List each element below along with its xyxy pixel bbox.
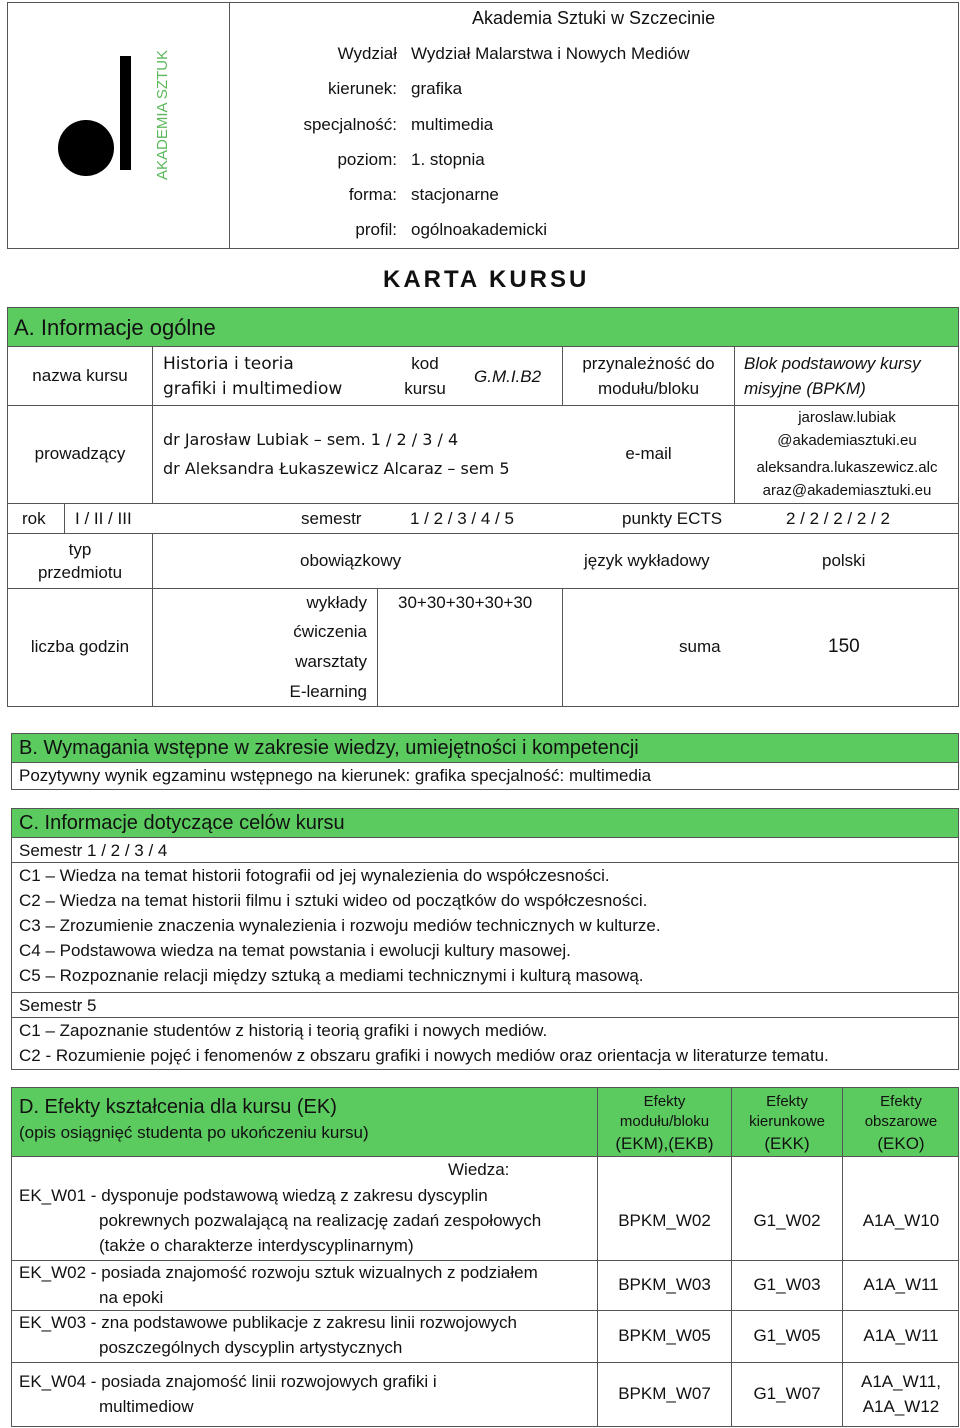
header-label-specjalnosc: specjalność:	[303, 115, 397, 134]
divider	[562, 588, 563, 707]
ek-w01-eko: A1A_W10	[862, 1211, 940, 1230]
ek-w03-ekk: G1_W05	[753, 1326, 821, 1345]
nazwa-line1: Historia i teoria	[163, 354, 294, 374]
c-group1-title: Semestr 1 / 2 / 3 / 4	[19, 841, 168, 860]
header-value-profil: ogólnoakademicki	[411, 220, 548, 239]
ek-w04-line1: EK_W04 - posiada znajomość linii rozwojowych grafiki i	[19, 1372, 437, 1391]
ek-w03-line2: poszczególnych dyscyplin artystycznych	[99, 1338, 403, 1357]
kod-label2: kursu	[404, 379, 446, 398]
divider	[11, 1260, 959, 1261]
prowadzacy-line2: dr Aleksandra Łukaszewicz Alcaraz – sem 5	[163, 459, 510, 478]
c-group1-item5: C5 – Rozpoznanie relacji między sztuką a mediami technicznymi i kulturą masową.	[19, 966, 644, 985]
wiedza-label: Wiedza:	[448, 1160, 510, 1179]
prowadzacy-line1: dr Jarosław Lubiak – sem. 1 / 2 / 3 / 4	[163, 430, 459, 449]
col-ekm-line3: (EKM),(EKB)	[615, 1134, 714, 1153]
section-d-title: D. Efekty kształcenia dla kursu (EK)	[19, 1096, 337, 1118]
ects-value: 2 / 2 / 2 / 2 / 2	[786, 509, 890, 528]
col-ekk-line2: kierunkowe	[749, 1113, 825, 1130]
header-label-kierunek: kierunek:	[328, 79, 397, 98]
divider	[152, 346, 153, 406]
c-group1-item1: C1 – Wiedza na temat historii fotografii od jej wynalezienia do współczesności.	[19, 866, 610, 885]
rok-label: rok	[22, 509, 46, 528]
header-label-wydzial: Wydział	[337, 44, 397, 63]
header-value-specjalnosc: multimedia	[411, 115, 494, 134]
section-d-subtitle: (opis osiągnięć studenta po ukończeniu kursu)	[19, 1123, 369, 1142]
header-value-poziom: 1. stopnia	[411, 150, 485, 169]
email-line4[interactable]: araz@akademiasztuki.eu	[762, 482, 932, 499]
col-eko-line3: (EKO)	[877, 1134, 925, 1153]
divider	[152, 405, 153, 504]
ek-w01-ekm: BPKM_W02	[618, 1211, 711, 1230]
header-value-wydzial: Wydział Malarstwa i Nowych Mediów	[411, 44, 690, 63]
divider	[11, 992, 959, 993]
przyn-label2: modułu/bloku	[597, 379, 700, 398]
email-line2[interactable]: @akademiasztuki.eu	[777, 432, 917, 449]
ek-w01-line3: (także o charakterze interdyscyplinarnym)	[99, 1236, 414, 1255]
ek-w02-eko: A1A_W11	[863, 1275, 939, 1294]
divider	[11, 1017, 959, 1018]
col-ekm-line2: modułu/bloku	[619, 1113, 710, 1130]
przyn-label1: przynależność do	[582, 354, 715, 373]
ek-w01-line1: EK_W01 - dysponuje podstawową wiedzą z zakresu dyscyplin	[19, 1186, 488, 1205]
ek-w04-ekm: BPKM_W07	[618, 1384, 711, 1403]
ek-w03-ekm: BPKM_W05	[618, 1326, 711, 1345]
institution-name: Akademia Sztuki w Szczecinie	[472, 8, 716, 28]
email-line3[interactable]: aleksandra.lukaszewicz.alc	[756, 459, 938, 476]
ek-w02-ekm: BPKM_W03	[618, 1275, 711, 1294]
typ-label1: typ	[68, 540, 92, 559]
header-label-forma: forma:	[348, 185, 397, 204]
rok-value: I / II / III	[75, 509, 132, 528]
c-group2-item2: C2 - Rozumienie pojęć i fenomenów z obszaru grafiki i nowych mediów oraz orientacja w literaturze tematu.	[19, 1046, 829, 1065]
typ-label2: przedmiotu	[37, 563, 123, 582]
header-value-forma: stacjonarne	[411, 185, 499, 204]
kod-label1: kod	[411, 354, 439, 373]
suma-label: suma	[679, 637, 721, 656]
prowadzacy-label: prowadzący	[34, 444, 126, 463]
header-label-profil: profil:	[355, 220, 397, 239]
col-ekk-line3: (EKK)	[764, 1134, 810, 1153]
c-group1-item3: C3 – Zrozumienie znaczenia wynalezienia i rozwoju mediów technicznych w kulturze.	[19, 916, 661, 935]
godziny-warsztaty-label: warsztaty	[295, 652, 367, 671]
godziny-wyklady-label: wykłady	[306, 593, 367, 612]
card-title: KARTA KURSU	[383, 266, 590, 293]
typ-value: obowiązkowy	[300, 551, 402, 570]
semestr-label: semestr	[301, 509, 362, 528]
przyn-value2: misyjne (BPKM)	[744, 379, 866, 398]
godziny-cwiczenia-label: ćwiczenia	[293, 622, 367, 641]
c-group1-item4: C4 – Podstawowa wiedza na temat powstania i ewolucji kultury masowej.	[19, 941, 571, 960]
c-group2-item1: C1 – Zapoznanie studentów z historią i teorią grafiki i nowych mediów.	[19, 1021, 548, 1040]
ek-w03-eko: A1A_W11	[863, 1326, 939, 1345]
ects-label: punkty ECTS	[622, 509, 723, 528]
c-group2-title: Semestr 5	[19, 996, 97, 1015]
divider	[11, 1362, 959, 1363]
ek-w04-eko: A1A_W11,	[860, 1372, 941, 1391]
col-eko-line1: Efekty	[880, 1093, 922, 1110]
godziny-wyklady-value: 30+30+30+30+30	[398, 593, 533, 612]
ek-w02-line2: na epoki	[99, 1288, 164, 1307]
przyn-value1: Blok podstawowy kursy	[744, 354, 921, 373]
ek-w01-line2: pokrewnych pozwalającą na realizację zadań zespołowych	[99, 1211, 542, 1230]
divider	[734, 346, 735, 406]
ek-w01-ekk: G1_W02	[753, 1211, 821, 1230]
divider	[11, 1156, 959, 1157]
ek-w03-line1: EK_W03 - zna podstawowe publikacje z zakresu linii rozwojowych	[19, 1313, 517, 1332]
godziny-elearning-label: E-learning	[289, 682, 367, 701]
divider	[11, 1310, 959, 1311]
email-line1[interactable]: jaroslaw.lubiak	[798, 409, 896, 426]
section-a-title: A. Informacje ogólne	[14, 315, 216, 340]
suma-value: 150	[828, 636, 860, 657]
godziny-label: liczba godzin	[30, 637, 130, 656]
ek-w04-ekk: G1_W07	[753, 1384, 821, 1403]
col-eko-line2: obszarowe	[864, 1113, 938, 1130]
col-ekm-line1: Efekty	[643, 1093, 686, 1110]
ek-w02-ekk: G1_W03	[753, 1275, 821, 1294]
ek-w02-line1: EK_W02 - posiada znajomość rozwoju sztuk wizualnych z podziałem	[19, 1263, 538, 1282]
col-ekk-line1: Efekty	[766, 1093, 808, 1110]
kod-value: G.M.I.B2	[474, 367, 542, 386]
section-c-title: C. Informacje dotyczące celów kursu	[19, 812, 345, 834]
email-label: e-mail	[625, 444, 672, 463]
jezyk-label: język wykładowy	[584, 551, 710, 570]
section-b-text: Pozytywny wynik egzaminu wstępnego na kierunek: grafika specjalność: multimedia	[19, 766, 652, 785]
ek-w04-eko2: A1A_W12	[862, 1397, 940, 1416]
header-label-poziom: poziom:	[337, 150, 397, 169]
divider	[152, 533, 153, 589]
c-group1-item2: C2 – Wiedza na temat historii filmu i sztuki wideo od początków do współczesności.	[19, 891, 648, 910]
divider	[64, 503, 65, 534]
semestr-value: 1 / 2 / 3 / 4 / 5	[410, 509, 514, 528]
divider	[11, 862, 959, 863]
divider	[377, 588, 378, 707]
logo-text: AKADEMIA SZTUKI	[154, 50, 171, 180]
logo	[55, 50, 185, 190]
nazwa-line2: grafiki i multimediow	[163, 379, 343, 399]
jezyk-value: polski	[822, 551, 866, 570]
header-divider	[229, 2, 230, 249]
header-value-kierunek: grafika	[411, 79, 463, 98]
ek-w04-line2: multimediow	[99, 1397, 194, 1416]
nazwa-label: nazwa kursu	[32, 366, 128, 385]
section-b-title: B. Wymagania wstępne w zakresie wiedzy, umiejętności i kompetencji	[19, 737, 639, 759]
